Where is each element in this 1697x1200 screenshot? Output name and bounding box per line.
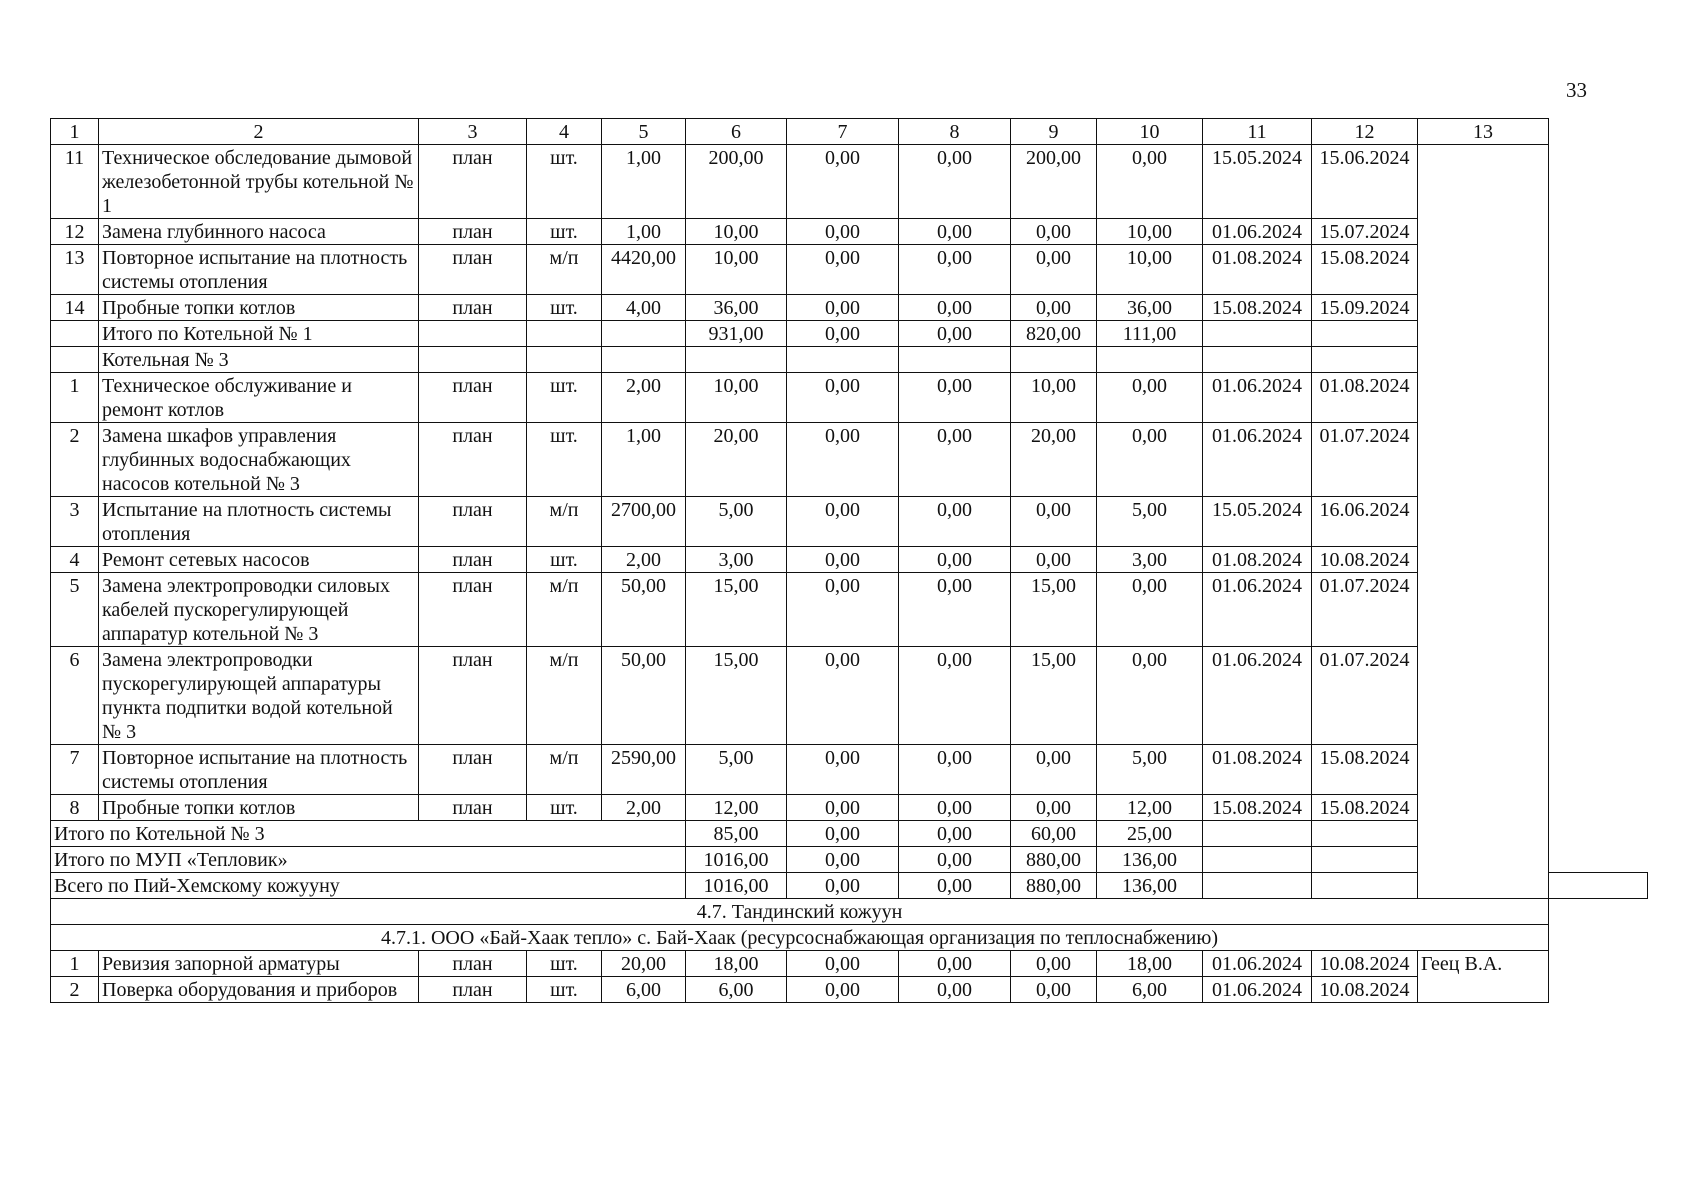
empty-cell <box>787 347 899 373</box>
quantity: 1,00 <box>602 145 686 219</box>
cost-col7: 0,00 <box>787 745 899 795</box>
subtotal-c6: 931,00 <box>686 321 787 347</box>
total-label: Итого по Котельной № 3 <box>51 821 686 847</box>
start-date: 01.06.2024 <box>1203 423 1312 497</box>
work-name: Замена электропроводки силовых кабелей пускорегулирующей аппаратур котельной № 3 <box>99 573 419 647</box>
end-date: 10.08.2024 <box>1312 547 1418 573</box>
unit: м/п <box>527 647 602 745</box>
total-row <box>51 847 1648 873</box>
total-label: Всего по Пий-Хемскому кожууну <box>51 873 686 899</box>
row-number: 5 <box>51 573 99 647</box>
total-c8: 0,00 <box>899 847 1011 873</box>
quantity: 4420,00 <box>602 245 686 295</box>
work-name: Поверка оборудования и приборов <box>99 977 419 1003</box>
work-row <box>51 795 1648 821</box>
cost-total: 36,00 <box>686 295 787 321</box>
empty-cell <box>1312 347 1418 373</box>
work-name: Пробные топки котлов <box>99 795 419 821</box>
plan-type: план <box>419 573 527 647</box>
cost-col7: 0,00 <box>787 219 899 245</box>
end-date: 01.07.2024 <box>1312 573 1418 647</box>
cost-col7: 0,00 <box>787 145 899 219</box>
cost-col10: 0,00 <box>1097 423 1203 497</box>
quantity: 2,00 <box>602 795 686 821</box>
total-c6: 1016,00 <box>686 847 787 873</box>
section-title-organization: 4.7.1. ООО «Бай-Хаак тепло» с. Бай-Хаак (ресурсоснабжающая организация по теплоснабжению) <box>51 925 1549 951</box>
end-date: 01.07.2024 <box>1312 647 1418 745</box>
empty-cell <box>1203 847 1312 873</box>
column-number-cell: 2 <box>99 119 419 145</box>
column-number-cell: 10 <box>1097 119 1203 145</box>
cost-col10: 6,00 <box>1097 977 1203 1003</box>
work-name: Повторное испытание на плотность системы отопления <box>99 745 419 795</box>
total-c8: 0,00 <box>899 821 1011 847</box>
start-date: 01.08.2024 <box>1203 245 1312 295</box>
cost-col8: 0,00 <box>899 977 1011 1003</box>
total-c6: 85,00 <box>686 821 787 847</box>
work-row <box>51 219 1648 245</box>
unit: шт. <box>527 795 602 821</box>
cost-col8: 0,00 <box>899 547 1011 573</box>
work-row <box>51 295 1648 321</box>
cost-col10: 5,00 <box>1097 745 1203 795</box>
end-date: 01.08.2024 <box>1312 373 1418 423</box>
start-date: 01.06.2024 <box>1203 951 1312 977</box>
subtotal-label: Итого по Котельной № 1 <box>99 321 419 347</box>
unit: шт. <box>527 295 602 321</box>
quantity: 50,00 <box>602 647 686 745</box>
cost-col7: 0,00 <box>787 795 899 821</box>
work-name: Замена электропроводки пускорегулирующей аппаратуры пункта подпитки водой котельной № 3 <box>99 647 419 745</box>
column-number-cell: 5 <box>602 119 686 145</box>
cost-col9: 0,00 <box>1011 245 1097 295</box>
total-c10: 25,00 <box>1097 821 1203 847</box>
cost-col10: 3,00 <box>1097 547 1203 573</box>
work-row <box>51 573 1648 647</box>
row-number: 2 <box>51 423 99 497</box>
cost-col10: 18,00 <box>1097 951 1203 977</box>
cost-col7: 0,00 <box>787 245 899 295</box>
work-row <box>51 373 1648 423</box>
cost-total: 6,00 <box>686 977 787 1003</box>
end-date: 15.06.2024 <box>1312 145 1418 219</box>
cost-col10: 36,00 <box>1097 295 1203 321</box>
column-number-cell: 4 <box>527 119 602 145</box>
row-number: 3 <box>51 497 99 547</box>
empty-cell <box>1203 321 1312 347</box>
works-plan-table <box>50 118 1648 1003</box>
row-number: 13 <box>51 245 99 295</box>
cost-col8: 0,00 <box>899 373 1011 423</box>
empty-cell <box>1549 873 1648 899</box>
cost-col7: 0,00 <box>787 373 899 423</box>
plan-type: план <box>419 745 527 795</box>
unit: шт. <box>527 977 602 1003</box>
column-number-cell: 8 <box>899 119 1011 145</box>
cost-col7: 0,00 <box>787 951 899 977</box>
quantity: 1,00 <box>602 423 686 497</box>
empty-cell <box>1312 821 1418 847</box>
plan-type: план <box>419 547 527 573</box>
quantity: 2,00 <box>602 373 686 423</box>
cost-col9: 20,00 <box>1011 423 1097 497</box>
empty-cell <box>1011 347 1097 373</box>
plan-type: план <box>419 295 527 321</box>
cost-col10: 10,00 <box>1097 245 1203 295</box>
cost-total: 20,00 <box>686 423 787 497</box>
quantity: 6,00 <box>602 977 686 1003</box>
cost-total: 10,00 <box>686 245 787 295</box>
total-c7: 0,00 <box>787 821 899 847</box>
quantity: 20,00 <box>602 951 686 977</box>
work-name: Техническое обслуживание и ремонт котлов <box>99 373 419 423</box>
cost-col8: 0,00 <box>899 497 1011 547</box>
empty-cell <box>1097 347 1203 373</box>
cost-col9: 10,00 <box>1011 373 1097 423</box>
cost-total: 15,00 <box>686 647 787 745</box>
work-name: Пробные топки котлов <box>99 295 419 321</box>
work-row <box>51 647 1648 745</box>
cost-total: 15,00 <box>686 573 787 647</box>
section-title-district: 4.7. Тандинский кожуун <box>51 899 1549 925</box>
unit: шт. <box>527 951 602 977</box>
row-number: 2 <box>51 977 99 1003</box>
total-c7: 0,00 <box>787 847 899 873</box>
empty-cell <box>419 321 527 347</box>
cost-total: 200,00 <box>686 145 787 219</box>
responsible-cell: Геец В.А. <box>1418 951 1549 1003</box>
cost-col9: 0,00 <box>1011 951 1097 977</box>
unit: м/п <box>527 745 602 795</box>
row-number: 6 <box>51 647 99 745</box>
cost-col10: 0,00 <box>1097 145 1203 219</box>
end-date: 15.08.2024 <box>1312 795 1418 821</box>
cost-col8: 0,00 <box>899 745 1011 795</box>
row-number: 1 <box>51 373 99 423</box>
empty-cell <box>1203 347 1312 373</box>
total-label: Итого по МУП «Тепловик» <box>51 847 686 873</box>
cost-col7: 0,00 <box>787 497 899 547</box>
plan-type: план <box>419 497 527 547</box>
start-date: 15.08.2024 <box>1203 295 1312 321</box>
end-date: 10.08.2024 <box>1312 951 1418 977</box>
subtotal-row <box>51 321 1648 347</box>
unit: м/п <box>527 245 602 295</box>
cost-col10: 0,00 <box>1097 373 1203 423</box>
cost-col8: 0,00 <box>899 245 1011 295</box>
work-row <box>51 423 1648 497</box>
start-date: 01.06.2024 <box>1203 219 1312 245</box>
cost-col8: 0,00 <box>899 573 1011 647</box>
row-number: 7 <box>51 745 99 795</box>
cost-col10: 5,00 <box>1097 497 1203 547</box>
quantity: 50,00 <box>602 573 686 647</box>
column-number-cell: 13 <box>1418 119 1549 145</box>
plan-type: план <box>419 951 527 977</box>
unit: шт. <box>527 547 602 573</box>
cost-total: 5,00 <box>686 745 787 795</box>
column-number-cell: 9 <box>1011 119 1097 145</box>
plan-type: план <box>419 423 527 497</box>
section-title: Котельная № 3 <box>99 347 419 373</box>
work-name: Ремонт сетевых насосов <box>99 547 419 573</box>
total-c10: 136,00 <box>1097 873 1203 899</box>
total-c10: 136,00 <box>1097 847 1203 873</box>
start-date: 01.08.2024 <box>1203 547 1312 573</box>
row-number: 14 <box>51 295 99 321</box>
empty-cell <box>527 321 602 347</box>
work-name: Повторное испытание на плотность системы отопления <box>99 245 419 295</box>
work-name: Замена глубинного насоса <box>99 219 419 245</box>
cost-total: 10,00 <box>686 219 787 245</box>
work-row <box>51 745 1648 795</box>
start-date: 15.05.2024 <box>1203 145 1312 219</box>
end-date: 15.08.2024 <box>1312 745 1418 795</box>
column-number-cell: 11 <box>1203 119 1312 145</box>
cost-col9: 0,00 <box>1011 295 1097 321</box>
cost-col9: 0,00 <box>1011 497 1097 547</box>
cost-col9: 0,00 <box>1011 547 1097 573</box>
unit: шт. <box>527 373 602 423</box>
start-date: 15.05.2024 <box>1203 497 1312 547</box>
responsible-cell <box>1418 145 1549 899</box>
section-row <box>51 925 1648 951</box>
cost-col9: 0,00 <box>1011 977 1097 1003</box>
start-date: 01.06.2024 <box>1203 573 1312 647</box>
unit: шт. <box>527 219 602 245</box>
work-row <box>51 977 1648 1003</box>
plan-type: план <box>419 795 527 821</box>
quantity: 2,00 <box>602 547 686 573</box>
cost-total: 10,00 <box>686 373 787 423</box>
quantity: 2590,00 <box>602 745 686 795</box>
page-number: 33 <box>1566 78 1587 102</box>
cost-col9: 15,00 <box>1011 647 1097 745</box>
cost-total: 18,00 <box>686 951 787 977</box>
cost-col8: 0,00 <box>899 219 1011 245</box>
cost-total: 12,00 <box>686 795 787 821</box>
subtotal-c10: 111,00 <box>1097 321 1203 347</box>
total-c9: 880,00 <box>1011 847 1097 873</box>
work-name: Замена шкафов управления глубинных водоснабжающих насосов котельной № 3 <box>99 423 419 497</box>
unit: шт. <box>527 423 602 497</box>
row-number: 1 <box>51 951 99 977</box>
row-number: 4 <box>51 547 99 573</box>
cost-col10: 12,00 <box>1097 795 1203 821</box>
work-row <box>51 951 1648 977</box>
cost-col7: 0,00 <box>787 647 899 745</box>
start-date: 01.08.2024 <box>1203 745 1312 795</box>
cost-col7: 0,00 <box>787 977 899 1003</box>
cost-col8: 0,00 <box>899 423 1011 497</box>
empty-cell <box>527 347 602 373</box>
empty-cell <box>602 347 686 373</box>
quantity: 2700,00 <box>602 497 686 547</box>
empty-cell <box>899 347 1011 373</box>
work-row <box>51 145 1648 219</box>
empty-cell <box>602 321 686 347</box>
subtotal-c8: 0,00 <box>899 321 1011 347</box>
cost-col8: 0,00 <box>899 795 1011 821</box>
work-name: Техническое обследование дымовой железобетонной трубы котельной № 1 <box>99 145 419 219</box>
empty-cell <box>1312 847 1418 873</box>
quantity: 1,00 <box>602 219 686 245</box>
section-row <box>51 347 1648 373</box>
end-date: 01.07.2024 <box>1312 423 1418 497</box>
cost-col9: 15,00 <box>1011 573 1097 647</box>
section-row <box>51 899 1648 925</box>
unit: шт. <box>527 145 602 219</box>
total-c9: 880,00 <box>1011 873 1097 899</box>
row-number: 12 <box>51 219 99 245</box>
plan-type: план <box>419 145 527 219</box>
work-name: Испытание на плотность системы отопления <box>99 497 419 547</box>
unit: м/п <box>527 573 602 647</box>
empty-cell <box>686 347 787 373</box>
row-number <box>51 347 99 373</box>
cost-col10: 0,00 <box>1097 647 1203 745</box>
cost-col7: 0,00 <box>787 573 899 647</box>
cost-col10: 10,00 <box>1097 219 1203 245</box>
cost-col8: 0,00 <box>899 295 1011 321</box>
end-date: 15.07.2024 <box>1312 219 1418 245</box>
end-date: 10.08.2024 <box>1312 977 1418 1003</box>
work-row <box>51 497 1648 547</box>
column-number-cell: 7 <box>787 119 899 145</box>
cost-col7: 0,00 <box>787 547 899 573</box>
cost-col8: 0,00 <box>899 647 1011 745</box>
total-row <box>51 873 1648 899</box>
end-date: 16.06.2024 <box>1312 497 1418 547</box>
column-number-cell: 6 <box>686 119 787 145</box>
row-number <box>51 321 99 347</box>
plan-type: план <box>419 647 527 745</box>
total-c9: 60,00 <box>1011 821 1097 847</box>
work-row <box>51 245 1648 295</box>
cost-col9: 0,00 <box>1011 219 1097 245</box>
subtotal-c9: 820,00 <box>1011 321 1097 347</box>
empty-cell <box>1203 821 1312 847</box>
header-row <box>51 119 1648 145</box>
cost-col9: 0,00 <box>1011 745 1097 795</box>
start-date: 01.06.2024 <box>1203 977 1312 1003</box>
plan-type: план <box>419 373 527 423</box>
end-date: 15.08.2024 <box>1312 245 1418 295</box>
empty-cell <box>1203 873 1312 899</box>
row-number: 8 <box>51 795 99 821</box>
cost-col8: 0,00 <box>899 951 1011 977</box>
cost-col9: 0,00 <box>1011 795 1097 821</box>
subtotal-c7: 0,00 <box>787 321 899 347</box>
column-number-cell: 3 <box>419 119 527 145</box>
start-date: 01.06.2024 <box>1203 647 1312 745</box>
total-c8: 0,00 <box>899 873 1011 899</box>
total-c7: 0,00 <box>787 873 899 899</box>
cost-total: 5,00 <box>686 497 787 547</box>
quantity: 4,00 <box>602 295 686 321</box>
cost-col8: 0,00 <box>899 145 1011 219</box>
empty-cell <box>1312 321 1418 347</box>
start-date: 01.06.2024 <box>1203 373 1312 423</box>
plan-type: план <box>419 219 527 245</box>
row-number: 11 <box>51 145 99 219</box>
plan-type: план <box>419 245 527 295</box>
cost-col7: 0,00 <box>787 423 899 497</box>
total-c6: 1016,00 <box>686 873 787 899</box>
total-row <box>51 821 1648 847</box>
column-number-cell: 12 <box>1312 119 1418 145</box>
empty-cell <box>1312 873 1418 899</box>
cost-col7: 0,00 <box>787 295 899 321</box>
end-date: 15.09.2024 <box>1312 295 1418 321</box>
start-date: 15.08.2024 <box>1203 795 1312 821</box>
cost-col10: 0,00 <box>1097 573 1203 647</box>
unit: м/п <box>527 497 602 547</box>
cost-total: 3,00 <box>686 547 787 573</box>
plan-type: план <box>419 977 527 1003</box>
work-row <box>51 547 1648 573</box>
column-number-cell: 1 <box>51 119 99 145</box>
empty-cell <box>419 347 527 373</box>
cost-col9: 200,00 <box>1011 145 1097 219</box>
work-name: Ревизия запорной арматуры <box>99 951 419 977</box>
